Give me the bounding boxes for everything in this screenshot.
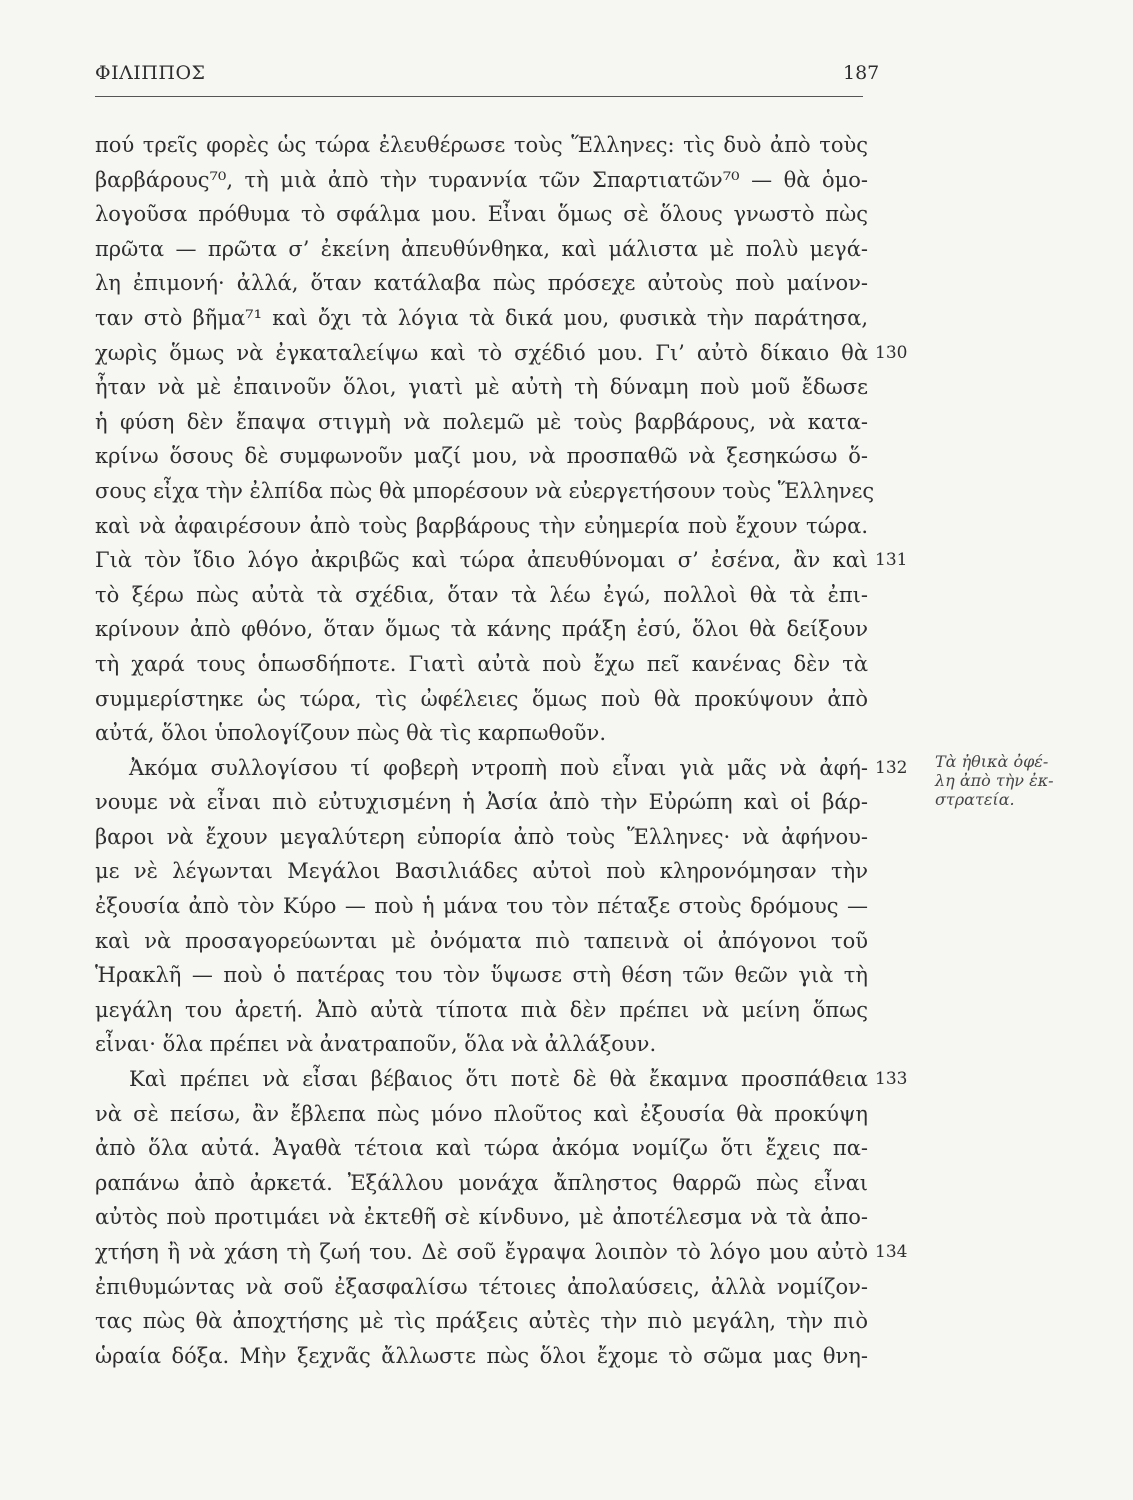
text-line-content: ἡ φύση δὲν ἔπαψα στιγμὴ νὰ πολεμῶ μὲ τοὺς βαρβάρους, νὰ κατα- (95, 409, 868, 434)
text-line (95, 924, 868, 959)
section-number: 130 (875, 342, 908, 363)
text-line (95, 854, 868, 889)
text-line-content: λη ἐπιμονή· ἀλλά, ὅταν κατάλαβα πὼς πρόσεχε αὐτοὺς ποὺ μαίνον- (95, 271, 868, 296)
header-rule (95, 96, 863, 97)
text-line (95, 1131, 868, 1166)
text-line (95, 682, 868, 717)
text-line-content: καὶ νὰ ἀφαιρέσουν ἀπὸ τοὺς βαρβάρους τὴν εὐημερία ποὺ ἔχουν τώρα. (95, 513, 868, 538)
text-line-content: ἦταν νὰ μὲ ἐπαινοῦν ὅλοι, γιατὶ μὲ αὐτὴ τὴ δύναμη ποὺ μοῦ ἔδωσε (95, 375, 868, 400)
text-line (95, 336, 908, 371)
text-line-content: κρίνουν ἀπὸ φθόνο, ὅταν ὅμως τὰ κάνης πράξη ἐσύ, ὅλοι θὰ δείξουν (95, 617, 868, 642)
text-line-content: πού τρεῖς φορὲς ὡς τώρα ἐλευθέρωσε τοὺς Ἕλληνες: τὶς δυὸ ἀπὸ τοὺς (95, 133, 868, 157)
text-line-content: κρίνω ὅσους δὲ συμφωνοῦν μαζί μου, νὰ προσπαθῶ νὰ ξεσηκώσω ὅ- (95, 444, 868, 469)
text-line (95, 612, 868, 647)
text-line (95, 474, 875, 509)
text-line-content: Γιὰ τὸν ἴδιο λόγο ἀκριβῶς καὶ τώρα ἀπευθύνομαι σ’ ἐσένα, ἂν καὶ (95, 548, 868, 573)
text-line (95, 1097, 868, 1132)
section-number: 132 (875, 757, 908, 778)
text-line (95, 1200, 868, 1235)
text-line-content: νουμε νὰ εἶναι πιὸ εὐτυχισμένη ἡ Ἀσία ἀπὸ τὴν Εὐρώπη καὶ οἱ βάρ- (95, 790, 868, 815)
text-line-content: τας πὼς θὰ ἀποχτήσης μὲ τὶς πράξεις αὐτὲς τὴν πιὸ μεγάλη, τὴν πιὸ (95, 1309, 868, 1334)
text-line (95, 197, 868, 232)
text-line (95, 543, 908, 578)
text-line-content: Ἀκόμα συλλογίσου τί φοβερὴ ντροπὴ ποὺ εἶναι γιὰ μᾶς νὰ ἀφή- (129, 755, 868, 780)
text-line (95, 1339, 868, 1374)
text-line (95, 1270, 868, 1305)
text-line-content: νὰ σὲ πείσω, ἂν ἔβλεπα πὼς μόνο πλοῦτος καὶ ἐξουσία θὰ προκύψη (95, 1101, 868, 1126)
text-line-content: ἐξουσία ἀπὸ τὸν Κύρο — ποὺ ἡ μάνα του τὸν πέταξε στοὺς δρόμους — (95, 894, 868, 919)
running-title: ΦΙΛΙΠΠΟΣ (95, 62, 206, 84)
text-line-content: αὐτά, ὅλοι ὑπολογίζουν πὼς θὰ τὶς καρπωθοῦν. (95, 721, 607, 746)
text-line (95, 1062, 908, 1097)
text-line-content: χωρὶς ὅμως νὰ ἐγκαταλείψω καὶ τὸ σχέδιό μου. Γι’ αὐτὸ δίκαιο θὰ (95, 340, 868, 365)
section-number: 134 (875, 1242, 908, 1262)
text-line-content: ἀπὸ ὅλα αὐτά. Ἀγαθὰ τέτοια καὶ τώρα ἀκόμα νομίζω ὅτι ἔχεις πα- (95, 1136, 868, 1161)
text-line-content: χτήση ἢ νὰ χάση τὴ ζωή του. Δὲ σοῦ ἔγραψα λοιπὸν τὸ λόγο μου αὐτὸ (95, 1240, 868, 1264)
text-line (95, 301, 868, 336)
text-line-content: τὴ χαρά τους ὁπωσδήποτε. Γιατὶ αὐτὰ ποὺ ἔχω πεῖ κανένας δὲν τὰ (95, 651, 868, 676)
text-line-content: βαρβάρους⁷⁰, τὴ μιὰ ἀπὸ τὴν τυραννία τῶν Σπαρτιατῶν⁷⁰ — θὰ ὁμο- (95, 167, 868, 192)
text-line (95, 751, 908, 786)
text-line (95, 232, 868, 267)
text-line-content: μεγάλη του ἀρετή. Ἀπὸ αὐτὰ τίποτα πιὰ δὲν πρέπει νὰ μείνη ὅπως (95, 997, 868, 1022)
body-text (95, 128, 908, 1373)
section-number: 133 (875, 1069, 908, 1090)
text-line-content: τὸ ξέρω πὼς αὐτὰ τὰ σχέδια, ὅταν τὰ λέω ἐγώ, πολλοὶ θὰ τὰ ἐπι- (95, 582, 868, 607)
text-line (95, 820, 868, 855)
side-note-line: λη ἀπὸ τὴν ἐκ- (935, 771, 1054, 790)
side-note-line: Τὰ ἠθικὰ ὀφέ- (935, 752, 1049, 771)
text-line (95, 1235, 908, 1270)
text-line-content: ταν στὸ βῆμα⁷¹ καὶ ὄχι τὰ λόγια τὰ δικά μου, φυσικὰ τὴν παράτησα, (95, 305, 868, 330)
text-line (95, 785, 868, 820)
text-line (95, 405, 868, 440)
text-line-content: σους εἶχα τὴν ἐλπίδα πὼς θὰ μπορέσουν νὰ εὐεργετήσουν τοὺς Ἕλληνες (95, 478, 875, 503)
text-line (95, 370, 868, 405)
section-number: 131 (875, 550, 908, 571)
text-line (95, 993, 868, 1028)
text-line (95, 509, 868, 544)
text-line-content: πρῶτα — πρῶτα σ’ ἐκείνη ἀπευθύνθηκα, καὶ μάλιστα μὲ πολὺ μεγά- (95, 236, 868, 261)
text-line (95, 163, 868, 198)
side-note (935, 752, 1055, 809)
text-line-content: εἶναι· ὅλα πρέπει νὰ ἀνατραποῦν, ὅλα νὰ ἀλλάξουν. (95, 1032, 657, 1057)
text-line (95, 958, 868, 993)
text-line (95, 266, 868, 301)
text-line-content: λογοῦσα πρόθυμα τὸ σφάλμα μου. Εἶναι ὅμως σὲ ὅλους γνωστὸ πὼς (95, 202, 868, 227)
text-line (95, 1166, 868, 1201)
text-line-content: συμμερίστηκε ὡς τώρα, τὶς ὠφέλειες ὅμως ποὺ θὰ προκύψουν ἀπὸ (95, 686, 868, 711)
text-line (95, 128, 868, 163)
text-line (95, 1304, 868, 1339)
text-line-content: Ἡρακλῆ — ποὺ ὁ πατέρας του τὸν ὕψωσε στὴ θέση τῶν θεῶν γιὰ τὴ (95, 963, 868, 988)
text-line (95, 439, 868, 474)
text-line-content: Καὶ πρέπει νὰ εἶσαι βέβαιος ὅτι ποτὲ δὲ θὰ ἔκαμνα προσπάθεια (129, 1067, 868, 1092)
text-line-content: βαροι νὰ ἔχουν μεγαλύτερη εὐπορία ἀπὸ τοὺς Ἕλληνες· νὰ ἀφήνου- (95, 824, 868, 849)
text-line (95, 889, 868, 924)
text-line-content: ἐπιθυμώντας νὰ σοῦ ἐξασφαλίσω τέτοιες ἀπολαύσεις, ἀλλὰ νομίζον- (95, 1274, 868, 1299)
text-line-content: με νὲ λέγωνται Μεγάλοι Βασιλιάδες αὐτοὶ ποὺ κληρονόμησαν τὴν (95, 859, 868, 884)
text-line-content: αὐτὸς ποὺ προτιμάει νὰ ἐκτεθῆ σὲ κίνδυνο, μὲ ἀποτέλεσμα νὰ τὰ ἀπο- (95, 1205, 868, 1230)
text-line-content: καὶ νὰ προσαγορεύωνται μὲ ὀνόματα πιὸ ταπεινὰ οἱ ἀπόγονοι τοῦ (95, 928, 868, 953)
side-note-line: στρατεία. (935, 790, 1015, 809)
page-number: 187 (843, 62, 880, 84)
text-line-content: ὡραία δόξα. Μὴν ξεχνᾶς ἄλλωστε πὼς ὅλοι ἔχομε τὸ σῶμα μας θνη- (95, 1343, 868, 1368)
text-line (95, 647, 868, 682)
text-line (95, 578, 868, 613)
text-line (95, 1027, 868, 1062)
text-line (95, 716, 868, 751)
text-line-content: ραπάνω ἀπὸ ἀρκετά. Ἐξάλλου μονάχα ἄπληστος θαρρῶ πὼς εἶναι (95, 1170, 868, 1195)
